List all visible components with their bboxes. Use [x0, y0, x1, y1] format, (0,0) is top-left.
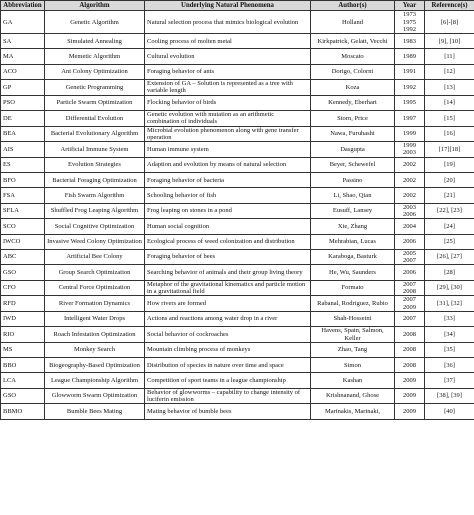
references-cell: [24]: [425, 219, 474, 234]
authors-cell: Passino: [311, 173, 395, 188]
year-cell: 1999: [395, 126, 425, 142]
header-abbreviation: Abbreviation: [1, 1, 45, 11]
table-row: [1, 11, 474, 34]
table-row: [1, 188, 474, 203]
phenomena-cell: Human social cognition: [145, 219, 311, 234]
algorithm-cell: Particle Swarm Optimization: [45, 95, 145, 110]
algorithm-cell: Artificial Bee Colony: [45, 249, 145, 265]
table-row: [1, 157, 474, 172]
algorithm-cell: Bacterial Evolutionary Algorithm: [45, 126, 145, 142]
abbreviation-cell: ES: [1, 157, 45, 172]
table-row: [1, 404, 474, 419]
table-body: [1, 11, 474, 419]
header-phenomena: Underlying Natural Phenomena: [145, 1, 311, 11]
year-cell: 1999 2003: [395, 142, 425, 158]
abbreviation-cell: AIS: [1, 142, 45, 158]
table-row: [1, 296, 474, 312]
authors-cell: Zhao, Tang: [311, 342, 395, 357]
references-cell: [6]-[8]: [425, 11, 474, 34]
authors-cell: Storn, Price: [311, 110, 395, 126]
table-row: [1, 280, 474, 296]
year-cell: 2009: [395, 373, 425, 388]
header-authors: Author(s): [311, 1, 395, 11]
references-cell: [40]: [425, 404, 474, 419]
authors-cell: Kashan: [311, 373, 395, 388]
authors-cell: Nawa, Furuhashi: [311, 126, 395, 142]
header-algorithm: Algorithm: [45, 1, 145, 11]
table-row: [1, 203, 474, 219]
phenomena-cell: Mountain climbing process of monkeys: [145, 342, 311, 357]
abbreviation-cell: CFO: [1, 280, 45, 296]
year-cell: 2006: [395, 265, 425, 280]
table-row: [1, 64, 474, 79]
algorithm-cell: Differential Evolution: [45, 110, 145, 126]
year-cell: 2002: [395, 157, 425, 172]
year-cell: 2008: [395, 342, 425, 357]
year-cell: 2007: [395, 311, 425, 326]
authors-cell: Moscato: [311, 49, 395, 64]
algorithm-cell: Fish Swarm Algorithm: [45, 188, 145, 203]
abbreviation-cell: ABC: [1, 249, 45, 265]
algorithm-cell: Biogeography-Based Optimization: [45, 358, 145, 373]
algorithm-cell: Shuffled Frog Leaping Algorithm: [45, 203, 145, 219]
phenomena-cell: Foraging behavior of ants: [145, 64, 311, 79]
table-row: [1, 142, 474, 158]
abbreviation-cell: BBMO: [1, 404, 45, 419]
authors-cell: Holland: [311, 11, 395, 34]
phenomena-cell: Cooling process of molten metal: [145, 34, 311, 49]
abbreviation-cell: SA: [1, 34, 45, 49]
phenomena-cell: Ecological process of weed colonization and distribution: [145, 234, 311, 249]
references-cell: [21]: [425, 188, 474, 203]
abbreviation-cell: BEA: [1, 126, 45, 142]
phenomena-cell: Distribution of species in nature over time and space: [145, 358, 311, 373]
year-cell: 1983: [395, 34, 425, 49]
phenomena-cell: Schooling behavior of fish: [145, 188, 311, 203]
phenomena-cell: Extension of GA – Solution is represented as a tree with variable length: [145, 80, 311, 96]
abbreviation-cell: PSO: [1, 95, 45, 110]
phenomena-cell: Social behavior of cockroaches: [145, 327, 311, 343]
authors-cell: Eusuff, Lansey: [311, 203, 395, 219]
authors-cell: Karaboga, Basturk: [311, 249, 395, 265]
authors-cell: He, Wu, Saunders: [311, 265, 395, 280]
references-cell: [13]: [425, 80, 474, 96]
authors-cell: Rabanal, Rodriguez, Rubio: [311, 296, 395, 312]
table-row: [1, 373, 474, 388]
phenomena-cell: Human immune system: [145, 142, 311, 158]
algorithm-cell: Simulated Annealing: [45, 34, 145, 49]
table-row: [1, 126, 474, 142]
references-cell: [19]: [425, 157, 474, 172]
abbreviation-cell: MS: [1, 342, 45, 357]
table-row: [1, 342, 474, 357]
header-references: Reference(s): [425, 1, 474, 11]
algorithm-cell: Memetic Algorithm: [45, 49, 145, 64]
year-cell: 2008: [395, 358, 425, 373]
year-cell: 1995: [395, 95, 425, 110]
table-row: [1, 219, 474, 234]
references-cell: [25]: [425, 234, 474, 249]
authors-cell: Li, Shao, Qian: [311, 188, 395, 203]
abbreviation-cell: GA: [1, 11, 45, 34]
algorithm-cell: Evolution Strategies: [45, 157, 145, 172]
references-cell: [31], [32]: [425, 296, 474, 312]
authors-cell: Koza: [311, 80, 395, 96]
references-cell: [22], [23]: [425, 203, 474, 219]
phenomena-cell: Flocking behavior of birds: [145, 95, 311, 110]
phenomena-cell: Genetic evolution with mutation as an arithmetic combination of individuals: [145, 110, 311, 126]
authors-cell: Marinakis, Marinaki,: [311, 404, 395, 419]
references-cell: [36]: [425, 358, 474, 373]
abbreviation-cell: RIO: [1, 327, 45, 343]
year-cell: 1992: [395, 80, 425, 96]
references-cell: [38], [39]: [425, 388, 474, 404]
authors-cell: Kennedy, Eberhart: [311, 95, 395, 110]
year-cell: 1973 1975 1992: [395, 11, 425, 34]
authors-cell: Formato: [311, 280, 395, 296]
year-cell: 2006: [395, 234, 425, 249]
authors-cell: Kirkpatrick, Gelatt, Vecchi: [311, 34, 395, 49]
references-cell: [35]: [425, 342, 474, 357]
year-cell: 2007 2009: [395, 296, 425, 312]
authors-cell: Havens, Spain, Salmon, Keller: [311, 327, 395, 343]
algorithm-cell: Central Force Optimization: [45, 280, 145, 296]
table-row: [1, 327, 474, 343]
references-cell: [17][18]: [425, 142, 474, 158]
abbreviation-cell: RFD: [1, 296, 45, 312]
year-cell: 1997: [395, 110, 425, 126]
references-cell: [28]: [425, 265, 474, 280]
algorithm-cell: Genetic Programming: [45, 80, 145, 96]
abbreviation-cell: GP: [1, 80, 45, 96]
algorithm-cell: Social Cognitive Optimization: [45, 219, 145, 234]
references-cell: [37]: [425, 373, 474, 388]
algorithm-cell: Invasive Weed Colony Optimization: [45, 234, 145, 249]
algorithm-cell: Ant Colony Optimization: [45, 64, 145, 79]
table-row: [1, 249, 474, 265]
algorithm-cell: Intelligent Water Drops: [45, 311, 145, 326]
phenomena-cell: Natural selection process that mimics biological evolution: [145, 11, 311, 34]
header-row: [1, 1, 474, 11]
abbreviation-cell: ACO: [1, 64, 45, 79]
authors-cell: Krishnanand, Ghose: [311, 388, 395, 404]
year-cell: 2005 2007: [395, 249, 425, 265]
phenomena-cell: Searching behavior of animals and their group living theory: [145, 265, 311, 280]
abbreviation-cell: BFO: [1, 173, 45, 188]
year-cell: 2002: [395, 173, 425, 188]
phenomena-cell: Frog leaping on stones in a pond: [145, 203, 311, 219]
abbreviation-cell: LCA: [1, 373, 45, 388]
references-cell: [15]: [425, 110, 474, 126]
algorithm-cell: River Formation Dynamics: [45, 296, 145, 312]
phenomena-cell: How rivers are formed: [145, 296, 311, 312]
algorithm-cell: Bumble Bees Mating: [45, 404, 145, 419]
table-row: [1, 234, 474, 249]
authors-cell: Mehrabian, Lucas: [311, 234, 395, 249]
abbreviation-cell: FSA: [1, 188, 45, 203]
year-cell: 2002: [395, 188, 425, 203]
references-cell: [29], [30]: [425, 280, 474, 296]
table-row: [1, 110, 474, 126]
table-row: [1, 95, 474, 110]
year-cell: 2008: [395, 327, 425, 343]
algorithm-cell: League Championship Algorithm: [45, 373, 145, 388]
phenomena-cell: Behavior of glowworms – capability to change intensity of luciferin emission: [145, 388, 311, 404]
abbreviation-cell: GSO: [1, 265, 45, 280]
authors-cell: Beyer, Schewefel: [311, 157, 395, 172]
algorithm-cell: Artificial Immune System: [45, 142, 145, 158]
algorithm-cell: Bacterial Foraging Optimization: [45, 173, 145, 188]
year-cell: 2007 2008: [395, 280, 425, 296]
references-cell: [26], [27]: [425, 249, 474, 265]
references-cell: [12]: [425, 64, 474, 79]
references-cell: [9], [10]: [425, 34, 474, 49]
phenomena-cell: Foraging behavior of bacteria: [145, 173, 311, 188]
references-cell: [11]: [425, 49, 474, 64]
table-row: [1, 388, 474, 404]
table-row: [1, 311, 474, 326]
references-cell: [14]: [425, 95, 474, 110]
phenomena-cell: Cultural evolution: [145, 49, 311, 64]
references-cell: [34]: [425, 327, 474, 343]
phenomena-cell: Foraging behavior of bees: [145, 249, 311, 265]
algorithm-cell: Genetic Algorithm: [45, 11, 145, 34]
phenomena-cell: Competition of sport teams in a league championship: [145, 373, 311, 388]
phenomena-cell: Mating behavior of bumble bees: [145, 404, 311, 419]
references-cell: [20]: [425, 173, 474, 188]
algorithm-cell: Group Search Optimization: [45, 265, 145, 280]
abbreviation-cell: SFLA: [1, 203, 45, 219]
year-cell: 1991: [395, 64, 425, 79]
table-row: [1, 265, 474, 280]
table-row: [1, 173, 474, 188]
abbreviation-cell: BBO: [1, 358, 45, 373]
phenomena-cell: Actions and reactions among water drop in a river: [145, 311, 311, 326]
phenomena-cell: Microbial evolution phenomenon along with gene transfer operation: [145, 126, 311, 142]
authors-cell: Dorigo, Colorni: [311, 64, 395, 79]
abbreviation-cell: MA: [1, 49, 45, 64]
abbreviation-cell: SCO: [1, 219, 45, 234]
phenomena-cell: Metaphor of the gravitational kinematics and particle motion in a gravitational field: [145, 280, 311, 296]
header-year: Year: [395, 1, 425, 11]
abbreviation-cell: GSO: [1, 388, 45, 404]
references-cell: [33]: [425, 311, 474, 326]
abbreviation-cell: IWCO: [1, 234, 45, 249]
year-cell: 1989: [395, 49, 425, 64]
year-cell: 2009: [395, 388, 425, 404]
authors-cell: Simon: [311, 358, 395, 373]
authors-cell: Xie, Zhang: [311, 219, 395, 234]
algorithm-cell: Roach Infestation Optimization: [45, 327, 145, 343]
authors-cell: Shah-Hosseini: [311, 311, 395, 326]
abbreviation-cell: IWD: [1, 311, 45, 326]
abbreviation-cell: DE: [1, 110, 45, 126]
year-cell: 2004: [395, 219, 425, 234]
references-cell: [16]: [425, 126, 474, 142]
table-row: [1, 49, 474, 64]
table-row: [1, 358, 474, 373]
year-cell: 2009: [395, 404, 425, 419]
algorithm-cell: Glowworm Swarm Optimization: [45, 388, 145, 404]
table-row: [1, 80, 474, 96]
phenomena-cell: Adaption and evolution by means of natural selection: [145, 157, 311, 172]
authors-cell: Dasgupta: [311, 142, 395, 158]
algorithm-cell: Monkey Search: [45, 342, 145, 357]
year-cell: 2003 2006: [395, 203, 425, 219]
table-row: [1, 34, 474, 49]
